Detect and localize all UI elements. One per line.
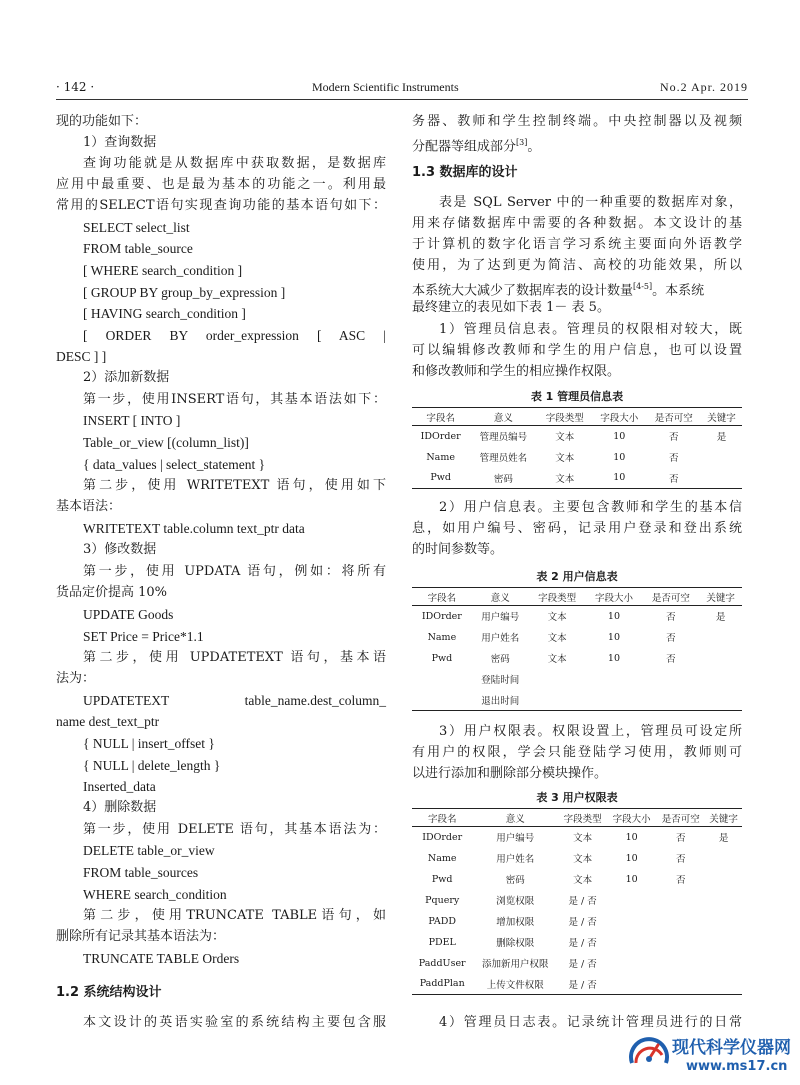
table-cell: 否: [675, 875, 686, 886]
table-row: [412, 953, 742, 974]
text-segment: 本系统大大减少了数据库表的设计数量: [412, 283, 634, 299]
column-header: 字段类型: [537, 408, 592, 426]
table-cell: PADD: [428, 915, 456, 927]
text-line: 于计算机的数字化语言学习系统主要面向外语教学: [412, 237, 742, 252]
text-segment: 分配器等组成部分: [412, 139, 517, 155]
section-heading: 1.2 系统结构设计: [56, 985, 162, 1000]
column-header: 关键字: [699, 588, 742, 606]
column-header: 字段大小: [592, 408, 647, 426]
column-header: 意义: [472, 588, 529, 606]
table-cell: PaddPlan: [412, 974, 472, 995]
table-cell: 10: [607, 631, 621, 643]
table-cell: [701, 468, 742, 489]
table-cell: PaddUser: [418, 957, 466, 969]
table-cell: 用户编号: [496, 833, 535, 845]
text-line: 现的功能如下：: [56, 114, 148, 129]
text-line: 和修改教师和学生的相应操作权限。: [412, 364, 621, 379]
code-line: [ WHERE search_condition ]: [83, 263, 243, 278]
gauge-icon: [626, 1029, 672, 1075]
subsection-heading: 2）添加新数据: [83, 370, 170, 385]
table-cell: 是 / 否: [568, 938, 597, 949]
table-cell: [705, 848, 742, 869]
table-cell: [656, 974, 705, 995]
column-header: 关键字: [705, 809, 742, 827]
table-cell: 文本: [547, 633, 567, 644]
table-cell: 登陆时间: [481, 675, 520, 686]
text-line: 基本语法：: [56, 499, 122, 514]
table-cell: [656, 911, 705, 932]
text-line: 删除所有记录其基本语法为：: [56, 929, 226, 944]
subsection-heading: 4）删除数据: [83, 800, 157, 815]
table-cell: 管理员姓名: [479, 453, 528, 464]
table-cell: [705, 911, 742, 932]
column-header: 意义: [469, 408, 537, 426]
text-segment: 。本系统: [652, 283, 705, 299]
table-cell: 10: [607, 652, 621, 664]
site-name: 现代科学仪器网: [672, 1038, 791, 1058]
code-line: WRITETEXT table.column text_ptr data: [83, 521, 305, 536]
code-line: [ ORDER BY order_expression [ ASC |: [83, 328, 386, 343]
table-cell: 添加新用户权限: [482, 959, 549, 970]
table-cell: [607, 932, 656, 953]
table-cell: 是 / 否: [568, 917, 597, 928]
journal-name: Modern Scientific Instruments: [312, 80, 459, 94]
text-line: 的时间参数等。: [412, 542, 504, 557]
table-cell: [705, 869, 742, 890]
table-cell: 删除权限: [496, 938, 535, 949]
text-line: 本文设计的英语实验室的系统结构主要包含服: [83, 1015, 386, 1030]
table-cell: 10: [613, 451, 626, 463]
table-cell: 否: [666, 612, 676, 624]
table-cell: 10: [625, 873, 638, 885]
text-line: 最终建立的表见如下表 1－ 表 5。: [412, 300, 610, 315]
table-row: [412, 606, 742, 627]
table-cell: [656, 890, 705, 911]
code-line: [ HAVING search_condition ]: [83, 306, 246, 321]
table-cell: [699, 690, 742, 711]
table-cell: [412, 690, 472, 711]
table-cell: 是 / 否: [558, 974, 607, 995]
table-cell: [656, 932, 705, 953]
subsection-heading: 3）修改数据: [83, 542, 157, 557]
table-cell: [529, 690, 586, 711]
watermark-logo: [620, 1025, 800, 1085]
table-row: [412, 426, 742, 447]
table-cell: 浏览权限: [496, 896, 535, 907]
code-line: DESC ] ]: [56, 349, 107, 364]
table-cell: 密码: [469, 468, 537, 489]
code-line: UPDATETEXT table_name.dest_column_: [83, 693, 386, 708]
table-cell: 10: [613, 430, 626, 442]
table-cell: 用户编号: [481, 612, 520, 624]
text-line: 应用中最重要、也是最为基本的功能之一。利用最: [56, 177, 386, 192]
table-cell: [656, 953, 705, 974]
text-line: 常用的SELECT语句实现查询功能的基本语句如下：: [56, 198, 386, 213]
table-cell: 是: [718, 833, 729, 845]
page-number: · 142 ·: [56, 80, 95, 94]
table-cell: 文本: [547, 612, 567, 624]
table-cell: [586, 690, 643, 711]
table-row: [412, 890, 742, 911]
code-line: SET Price = Price*1.1: [83, 629, 204, 644]
column-header: 字段类型: [558, 809, 607, 827]
code-line: FROM table_source: [83, 241, 193, 256]
table-cell: 否: [647, 468, 702, 489]
user-info-table: [412, 587, 742, 711]
table-row: [412, 690, 742, 711]
table-cell: [705, 974, 742, 995]
site-url: www.ms17.cn: [686, 1059, 788, 1074]
table-cell: 管理员编号: [479, 432, 528, 444]
table-cell: 是 / 否: [568, 896, 597, 907]
table-cell: 是: [715, 612, 726, 624]
table-cell: [642, 690, 699, 711]
table-row: [412, 468, 742, 489]
code-line: { NULL | insert_offset }: [83, 736, 215, 751]
code-line: INSERT [ INTO ]: [83, 413, 181, 428]
column-header: 是否可空: [642, 588, 699, 606]
table-cell: 密码: [505, 875, 525, 886]
code-line: Inserted_data: [83, 779, 156, 794]
table-cell: 是 / 否: [568, 959, 597, 970]
text-line: 用来存储数据库中需要的各种数据。本文设计的基: [412, 216, 742, 231]
table-cell: [705, 953, 742, 974]
table-cell: Name: [426, 451, 455, 463]
citation-ref: [3]: [516, 138, 528, 147]
table-cell: 10: [625, 852, 638, 864]
table-title: 表 3 用户权限表: [536, 791, 618, 804]
table-cell: 用户姓名: [496, 854, 535, 865]
text-line: 1）管理员信息表。管理员的权限相对较大，既: [439, 322, 742, 337]
table-cell: IDOrder: [420, 430, 461, 442]
citation-ref: [4-5]: [633, 282, 653, 291]
text-line: 可以编辑修改教师和学生的用户信息，也可以设置: [412, 343, 742, 358]
code-line: { data_values | select_statement }: [83, 457, 266, 472]
code-line: WHERE search_condition: [83, 887, 227, 902]
table-header-row: [412, 809, 742, 827]
table-cell: 退出时间: [472, 690, 529, 711]
text-line: 务器、教师和学生控制终端。中央控制器以及视频: [412, 114, 742, 129]
table-cell: [607, 953, 656, 974]
table-header-row: [412, 408, 742, 426]
text-line: 有用户的权限，学会只能登陆学习使用，教师则可: [412, 745, 742, 760]
table-cell: 文本: [573, 875, 593, 886]
table-cell: [699, 669, 742, 690]
text-line: 第二步，使用 WRITETEXT 语句，使用如下: [83, 478, 386, 493]
table-cell: Name: [427, 852, 457, 864]
text-segment: 。: [527, 139, 541, 155]
table-row: [412, 974, 742, 995]
table-header-row: [412, 588, 742, 606]
column-header: 字段大小: [586, 588, 643, 606]
code-line: SELECT select_list: [83, 220, 190, 235]
table-cell: 文本: [547, 654, 567, 665]
code-line: Table_or_view [(column_list)]: [83, 435, 249, 450]
section-heading: 1.3 数据库的设计: [412, 165, 518, 180]
table-cell: [586, 669, 643, 690]
table-cell: Pwd: [431, 873, 453, 885]
table-cell: 文本: [537, 468, 592, 489]
table-cell: [607, 890, 656, 911]
column-header: 是否可空: [647, 408, 702, 426]
subsection-heading: 1）查询数据: [83, 135, 157, 150]
text-line: 法为：: [56, 671, 96, 686]
table-title: 表 2 用户信息表: [536, 570, 618, 583]
text-line: 第一步，使用 UPDATA 语句，例如：将所有: [83, 564, 386, 579]
table-cell: Pwd: [431, 652, 453, 664]
table-cell: 文本: [555, 453, 575, 464]
table-cell: 否: [675, 854, 686, 865]
table-cell: 否: [669, 453, 679, 464]
table-cell: Pquery: [425, 894, 460, 906]
table-cell: 10: [607, 610, 621, 622]
table-cell: [701, 447, 742, 468]
table-cell: [412, 669, 472, 690]
table-cell: IDOrder: [421, 610, 462, 622]
column-header: 字段名: [412, 588, 472, 606]
table-cell: PDEL: [428, 936, 456, 948]
code-line: FROM table_sources: [83, 865, 199, 880]
text-line: 第二步，使用TRUNCATE TABLE语句，如: [83, 908, 386, 923]
column-header: 意义: [472, 809, 558, 827]
column-header: 字段名: [412, 809, 472, 827]
column-header: 字段大小: [607, 809, 656, 827]
table-cell: [705, 890, 742, 911]
table-cell: 文本: [555, 432, 575, 444]
table-cell: [607, 974, 656, 995]
code-line: { NULL | delete_length }: [83, 758, 221, 773]
text-line: 2）用户信息表。主要包含教师和学生的基本信: [439, 500, 742, 515]
table-cell: 用户姓名: [481, 633, 520, 644]
text-line: [412, 133, 540, 157]
table-cell: 文本: [573, 833, 593, 845]
text-line: 以进行添加和删除部分模块操作。: [412, 766, 608, 781]
table-cell: 是: [716, 432, 727, 444]
table-cell: 增加权限: [496, 917, 535, 928]
table-cell: 否: [666, 654, 676, 665]
text-line: 3）用户权限表。权限设置上，管理员可设定所: [439, 724, 742, 739]
table-cell: 密码: [490, 654, 510, 665]
table-row: [412, 648, 742, 669]
table-row: [412, 848, 742, 869]
text-line: 查询功能就是从数据库中获取数据，是数据库: [83, 156, 386, 171]
text-line: 第二步，使用 UPDATETEXT 语句，基本语: [83, 650, 386, 665]
table-cell: [642, 669, 699, 690]
code-line: [ GROUP BY group_by_expression ]: [83, 285, 286, 300]
text-line: 息，如用户编号、密码，记录用户登录和登出系统: [412, 521, 742, 536]
table-cell: [699, 648, 742, 669]
running-header: [56, 80, 748, 100]
table-cell: [529, 669, 586, 690]
table-row: [412, 827, 742, 848]
user-permission-table: [412, 808, 742, 995]
table-title: 表 1 管理员信息表: [530, 390, 624, 403]
code-line: UPDATE Goods: [83, 607, 174, 622]
table-row: [412, 447, 742, 468]
admin-info-table: [412, 407, 742, 489]
text-line: 使用，为了达到更为简洁、高校的功能效果，所以: [412, 258, 742, 273]
table-cell: 10: [625, 831, 638, 843]
table-cell: [705, 932, 742, 953]
text-line: 货品定价提高 10%: [56, 585, 168, 600]
table-cell: 10: [592, 468, 647, 489]
table-cell: 否: [675, 833, 686, 845]
text-line: 第一步，使用INSERT语句，其基本语法如下：: [83, 392, 386, 407]
table-row: [412, 869, 742, 890]
table-cell: [699, 627, 742, 648]
issue-info: No.2 Apr. 2019: [659, 80, 748, 94]
code-line: TRUNCATE TABLE Orders: [83, 951, 240, 966]
table-cell: [607, 911, 656, 932]
table-cell: Pwd: [412, 468, 469, 489]
table-cell: 否: [669, 432, 679, 444]
text-line: 第一步，使用 DELETE 语句，其基本语法为：: [83, 822, 386, 837]
table-cell: 否: [666, 633, 676, 644]
column-header: 字段名: [412, 408, 469, 426]
table-cell: 上传文件权限: [472, 974, 558, 995]
table-cell: Name: [427, 631, 457, 643]
code-line: name dest_text_ptr: [56, 714, 160, 729]
code-line: DELETE table_or_view: [83, 843, 215, 858]
text-line: 4）管理员日志表。记录统计管理员进行的日常: [439, 1015, 742, 1030]
column-header: 关键字: [701, 408, 742, 426]
table-row: [412, 627, 742, 648]
table-cell: 文本: [573, 854, 593, 865]
table-row: [412, 932, 742, 953]
table-cell: IDOrder: [422, 831, 463, 843]
column-header: 是否可空: [656, 809, 705, 827]
column-header: 字段类型: [529, 588, 586, 606]
table-row: [412, 911, 742, 932]
table-row: [412, 669, 742, 690]
text-line: 表是 SQL Server 中的一种重要的数据库对象，: [439, 195, 742, 210]
